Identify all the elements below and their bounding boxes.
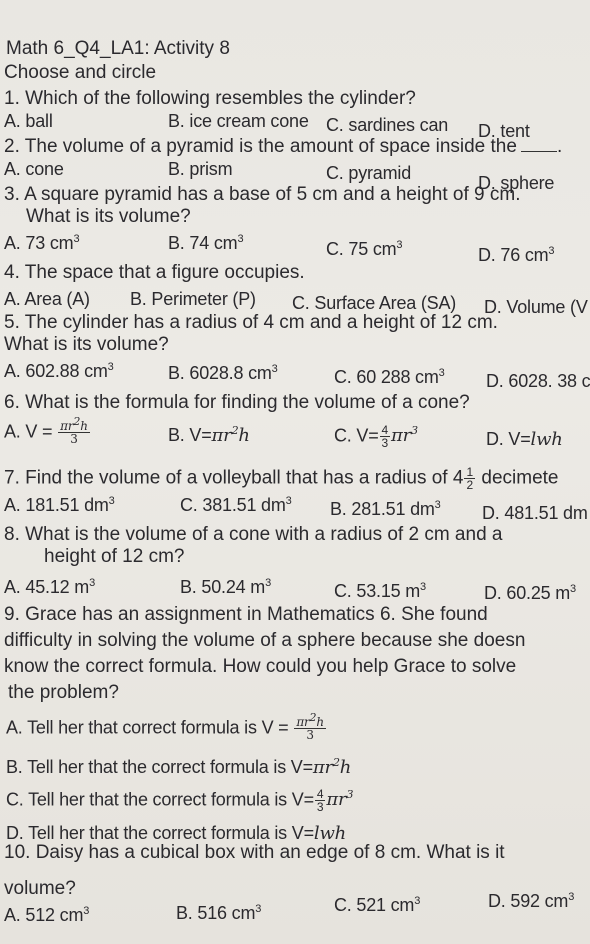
q4-option-c[interactable]: C. Surface Area (SA) xyxy=(292,293,457,313)
question-7 xyxy=(4,466,559,491)
q3-option-b[interactable]: B. 74 $cm^3$ xyxy=(168,233,244,253)
q7-option-b[interactable]: B. 281.51 $dm^3$ xyxy=(330,499,441,519)
question-4: 4. The space that a figure occupies. xyxy=(4,262,305,283)
q5-option-a[interactable]: A. 602.88 $cm^3$ xyxy=(4,361,114,381)
q4-option-b[interactable]: B. Perimeter (P) xyxy=(130,289,256,309)
q5-option-a-text: A. 602.88 cm xyxy=(4,361,108,381)
q9-c-fraction: $\frac{4}{3}$ xyxy=(316,787,324,814)
q7-option-d[interactable]: D. 481.51 dm xyxy=(482,503,588,523)
instructions: Choose and circle xyxy=(4,62,157,83)
q1-option-d[interactable]: D. tent xyxy=(478,121,530,141)
q10-option-d-text: D. 592 cm xyxy=(488,891,569,911)
q6-option-c-text: C. V= xyxy=(334,425,379,446)
cone-formula-fraction: $\frac{\pi r^2h}{3}$ xyxy=(60,415,88,446)
q9-option-a-text: A. Tell her that correct formula is V = xyxy=(6,717,289,738)
q3-option-d-text: D. 76 cm xyxy=(478,245,549,265)
question-2 xyxy=(4,136,562,158)
q7-option-c[interactable]: C. 381.51 $dm^3$ xyxy=(180,495,292,515)
q8-option-c[interactable]: C. 53.15 $m^3$ xyxy=(334,581,426,601)
question-9-line-1: 9. Grace has an assignment in Mathematics 6. She found xyxy=(4,604,488,625)
q8-option-a-text: A. 45.12 m xyxy=(4,577,90,597)
question-3-line-1: 3. A square pyramid has a base of 5 cm and a height of 9 cm. xyxy=(4,184,521,205)
q9-option-c-text: C. Tell her that the correct formula is V= xyxy=(6,789,314,810)
q3-option-a-text: A. 73 cm xyxy=(4,233,74,253)
q10-option-d[interactable]: D. 592 $cm^3$ xyxy=(488,891,575,911)
question-5-line-1: 5. The cylinder has a radius of 4 cm and a height of 12 cm. xyxy=(4,312,498,333)
q10-option-c-text: C. 521 cm xyxy=(334,895,415,915)
q6-option-b-text: B. V= xyxy=(168,425,212,445)
q9-option-a[interactable] xyxy=(6,711,327,742)
q2-option-b[interactable]: B. prism xyxy=(168,159,233,179)
question-8-line-2: height of 12 cm? xyxy=(44,546,185,567)
question-9-line-2: difficulty in solving the volume of a sphere because she doesn xyxy=(4,630,526,651)
q9-option-c[interactable]: C. Tell her that the correct formula is V= $\frac{4}{3}$ $\pi r^3$ xyxy=(6,787,354,814)
q9-option-b-text: B. Tell her that the correct formula is V= xyxy=(6,757,313,777)
q6-option-c[interactable]: C. V= $\frac{4}{3}$ $\pi r^3$ xyxy=(334,423,418,450)
q2-option-c[interactable]: C. pyramid xyxy=(326,163,412,183)
q6-option-a-text: A. V = xyxy=(4,421,53,442)
q9-a-fraction: $\frac{\pi r^2h}{3}$ xyxy=(296,711,324,742)
q8-option-d-text: D. 60.25 m xyxy=(484,583,571,603)
q6-option-d[interactable]: D. V=lwh xyxy=(486,429,563,450)
question-10-line-2: volume? xyxy=(4,878,76,899)
q10-option-b-text: B. 516 cm xyxy=(176,903,256,923)
question-2-text: 2. The volume of a pyramid is the amount of space inside the xyxy=(4,136,517,157)
question-7-end: decimete xyxy=(481,467,559,489)
question-9-line-4: the problem? xyxy=(8,682,119,703)
q9-option-d-text: D. Tell her that the correct formula is V= xyxy=(6,823,314,843)
q1-option-a[interactable]: A. ball xyxy=(4,111,53,131)
q9-option-b[interactable]: B. Tell her that the correct formula is $V=\pi r^2h$ xyxy=(6,756,352,778)
q8-option-d[interactable]: D. 60.25 $m^3$ xyxy=(484,583,576,603)
q8-option-a[interactable]: A. 45.12 $m^3$ xyxy=(4,577,95,597)
q4-option-a[interactable]: A. Area (A) xyxy=(4,289,90,309)
four-thirds-fraction: $\frac{4}{3}$ xyxy=(381,423,389,450)
q5-option-b-text: B. 6028.8 cm xyxy=(168,363,272,383)
worksheet-title: Math 6_Q4_LA1: Activity 8 xyxy=(6,38,230,59)
q5-option-c-text: C. 60 288 cm xyxy=(334,367,439,387)
q7-option-a[interactable]: A. 181.51 $dm^3$ xyxy=(4,495,115,515)
question-10-line-1: 10. Daisy has a cubical box with an edge of 8 cm. What is it xyxy=(4,842,505,863)
question-7-text: 7. Find the volume of a volleyball that has a radius of 4 xyxy=(4,467,464,489)
question-9-line-3: know the correct formula. How could you help Grace to solve xyxy=(4,656,517,677)
q3-option-c[interactable]: C. 75 $cm^3$ xyxy=(326,239,403,259)
q2-option-d[interactable]: D. sphere xyxy=(478,173,555,193)
q3-option-b-text: B. 74 cm xyxy=(168,233,238,253)
q5-option-d[interactable]: D. 6028. 38 c xyxy=(486,371,590,391)
question-2-end: . xyxy=(556,136,563,157)
q1-option-b[interactable]: B. ice cream cone xyxy=(168,111,309,131)
q10-option-c[interactable]: C. 521 $cm^3$ xyxy=(334,895,421,915)
question-5-line-2: What is its volume? xyxy=(4,334,169,355)
q6-option-b[interactable]: B. $V=\pi r^2h$ xyxy=(168,424,250,446)
q10-option-a[interactable]: A. 512 $cm^3$ xyxy=(4,905,90,925)
question-1: 1. Which of the following resembles the cylinder? xyxy=(4,88,416,109)
q8-option-c-text: C. 53.15 m xyxy=(334,581,421,601)
q5-option-c[interactable]: C. 60 288 $cm^3$ xyxy=(334,367,445,387)
q6-option-a[interactable] xyxy=(4,415,91,446)
question-6: 6. What is the formula for finding the volume of a cone? xyxy=(4,392,470,413)
q8-option-b-text: B. 50.24 m xyxy=(180,577,266,597)
q7-option-a-text: A. 181.51 dm xyxy=(4,495,109,515)
q3-option-d[interactable]: D. 76 $cm^3$ xyxy=(478,245,555,265)
q3-option-c-text: C. 75 cm xyxy=(326,239,397,259)
q1-option-c[interactable]: C. sardines can xyxy=(326,115,449,135)
q7-option-c-text: C. 381.51 dm xyxy=(180,495,286,515)
q3-option-a[interactable]: A. 73 $cm^3$ xyxy=(4,233,80,253)
q10-option-b[interactable]: B. 516 $cm^3$ xyxy=(176,903,262,923)
q2-option-a[interactable]: A. cone xyxy=(4,159,64,179)
q9-option-d[interactable]: D. Tell her that the correct formula is V=lwh xyxy=(6,823,347,844)
q4-option-d[interactable]: D. Volume (V xyxy=(484,297,588,317)
one-half-fraction: $\frac{1}{2}$ xyxy=(466,465,474,492)
q10-option-a-text: A. 512 cm xyxy=(4,905,84,925)
q5-option-b[interactable]: B. 6028.8 $cm^3$ xyxy=(168,363,278,383)
q7-option-b-text: B. 281.51 dm xyxy=(330,499,435,519)
q6-option-d-text: D. V= xyxy=(486,429,531,449)
question-3-line-2: What is its volume? xyxy=(26,206,191,227)
q8-option-b[interactable]: B. 50.24 $m^3$ xyxy=(180,577,271,597)
answer-blank xyxy=(521,151,557,152)
question-8-line-1: 8. What is the volume of a cone with a radius of 2 cm and a xyxy=(4,524,503,545)
